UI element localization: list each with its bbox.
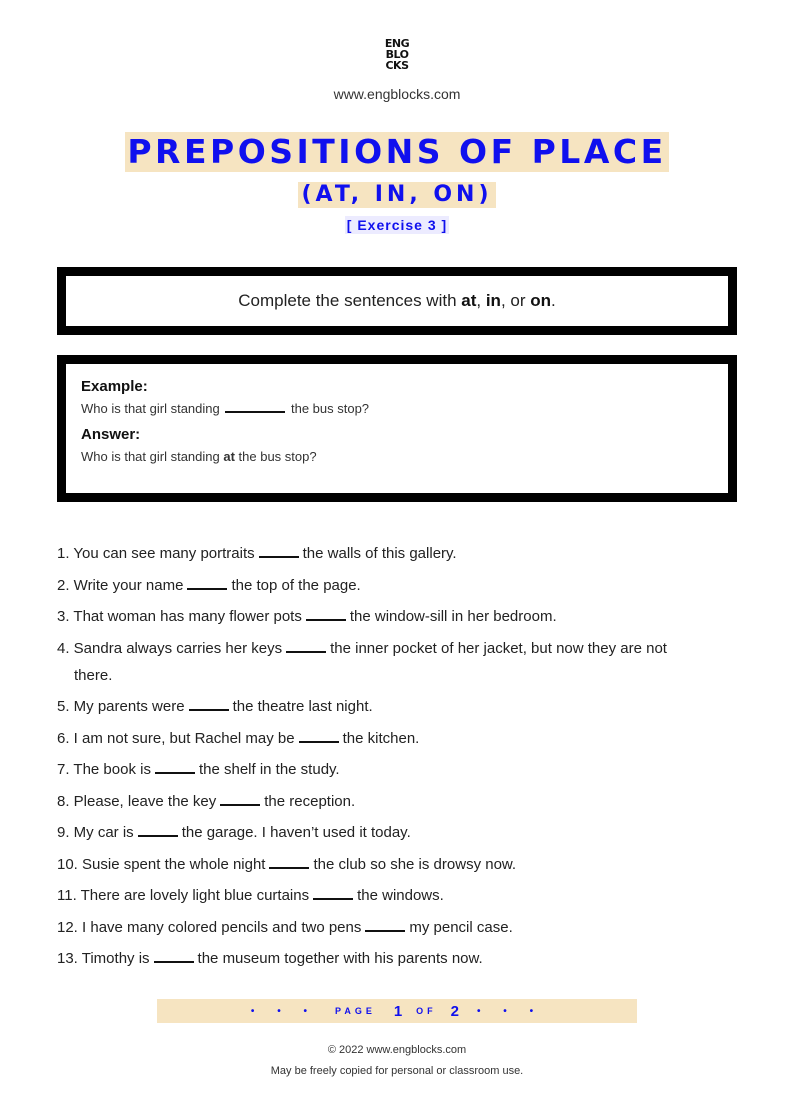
- question-after: the windows.: [357, 887, 444, 904]
- question-item: [57, 756, 737, 783]
- question-after: the garage. I haven’t used it today.: [181, 824, 411, 841]
- question-item: [57, 914, 737, 941]
- question-before: 13. Timothy is: [57, 950, 150, 967]
- question-after: the club so she is drowsy now.: [313, 855, 517, 873]
- instruction-box: [57, 267, 737, 335]
- question-after: the shelf in the study.: [198, 761, 340, 778]
- answer-blank[interactable]: [269, 855, 309, 869]
- answer-blank[interactable]: [313, 886, 353, 900]
- subtitle-container: [0, 182, 794, 208]
- question-continuation: there.: [74, 666, 113, 684]
- question-before: 10. Susie spent the whole night: [57, 855, 266, 873]
- question-after: the reception.: [264, 792, 356, 810]
- pager-dots-right: • • •: [477, 1005, 544, 1017]
- question-after: the kitchen.: [342, 729, 420, 747]
- question-before: 2. Write your name: [57, 576, 184, 594]
- answer-blank[interactable]: [138, 823, 178, 837]
- logo-line: ENG: [384, 37, 410, 50]
- page-indicator: [157, 999, 637, 1023]
- answer-word: at: [223, 449, 235, 464]
- pager-of-word: OF: [416, 1006, 437, 1016]
- example-sentence: [81, 401, 713, 416]
- answer-blank[interactable]: [306, 607, 346, 621]
- engblocks-logo: [0, 38, 794, 71]
- example-after: the bus stop?: [290, 401, 370, 416]
- question-before: 4. Sandra always carries her keys: [57, 639, 283, 657]
- question-before: 11. There are lovely light blue curtains: [57, 887, 310, 904]
- question-after: the museum together with his parents now.: [197, 950, 483, 967]
- site-url: www.engblocks.com: [333, 86, 461, 102]
- logo-line: BLO: [385, 48, 409, 61]
- answer-blank[interactable]: [154, 949, 194, 963]
- instruction-word-at: at: [461, 291, 477, 310]
- example-before: Who is that girl standing: [81, 401, 220, 416]
- question-list: [57, 540, 737, 977]
- question-before: 1. You can see many portraits: [57, 545, 255, 562]
- question-after: the inner pocket of her jacket, but now they are not: [330, 639, 667, 657]
- answer-label: Answer:: [81, 426, 141, 443]
- pager-page-word: PAGE: [334, 1006, 376, 1016]
- question-before: 6. I am not sure, but Rachel may be: [57, 729, 295, 747]
- question-item: [57, 819, 737, 846]
- question-before: 5. My parents were: [57, 698, 185, 715]
- question-item: [57, 572, 737, 599]
- page-subtitle: (AT, IN, ON): [298, 182, 495, 208]
- question-item: [57, 788, 737, 815]
- answer-blank[interactable]: [220, 792, 260, 806]
- page-title: PREPOSITIONS OF PLACE: [127, 132, 667, 171]
- example-box: [57, 355, 737, 502]
- pager-dots-left: • • •: [250, 1005, 317, 1017]
- question-item: [57, 635, 737, 689]
- answer-before: Who is that girl standing: [81, 449, 224, 464]
- logo-line: CKS: [385, 59, 409, 72]
- question-item: [57, 882, 737, 909]
- pager-current: 1: [393, 1002, 403, 1020]
- question-item: [57, 945, 737, 972]
- pager-total: 2: [450, 1002, 460, 1020]
- usage-note: May be freely copied for personal or classroom use.: [270, 1065, 524, 1077]
- question-item: [57, 540, 737, 567]
- answer-blank[interactable]: [259, 544, 299, 558]
- copyright: © 2022 www.engblocks.com: [327, 1044, 467, 1056]
- question-after: my pencil case.: [409, 918, 513, 936]
- question-after: the walls of this gallery.: [302, 545, 457, 562]
- instruction-end: .: [551, 291, 556, 310]
- question-item: [57, 693, 737, 720]
- answer-blank[interactable]: [189, 697, 229, 711]
- exercise-label-container: [0, 216, 794, 235]
- example-label: Example:: [81, 378, 148, 395]
- example-blank: [225, 401, 285, 413]
- question-before: 12. I have many colored pencils and two pens: [57, 918, 362, 936]
- answer-blank[interactable]: [187, 576, 227, 590]
- answer-blank[interactable]: [299, 729, 339, 743]
- instruction-separator: , or: [500, 291, 531, 310]
- instruction-text: [238, 291, 556, 311]
- question-after: the top of the page.: [231, 576, 361, 594]
- answer-blank[interactable]: [365, 918, 405, 932]
- title-container: [0, 132, 794, 172]
- question-item: [57, 725, 737, 752]
- instruction-separator: ,: [476, 291, 486, 310]
- question-before: 7. The book is: [57, 761, 151, 778]
- instruction-word-in: in: [485, 291, 501, 310]
- answer-blank[interactable]: [155, 760, 195, 774]
- instruction-word-on: on: [530, 291, 552, 310]
- question-item: [57, 851, 737, 878]
- question-after: the window-sill in her bedroom.: [349, 608, 557, 625]
- exercise-label: [ Exercise 3 ]: [346, 217, 448, 233]
- question-after: the theatre last night.: [232, 698, 373, 715]
- question-before: 8. Please, leave the key: [57, 792, 217, 810]
- question-item: [57, 603, 737, 630]
- answer-after: the bus stop?: [234, 449, 317, 464]
- question-before: 3. That woman has many flower pots: [57, 608, 302, 625]
- question-before: 9. My car is: [57, 824, 134, 841]
- answer-blank[interactable]: [286, 639, 326, 653]
- answer-sentence: [81, 449, 713, 464]
- instruction-part: Complete the sentences with: [238, 291, 462, 310]
